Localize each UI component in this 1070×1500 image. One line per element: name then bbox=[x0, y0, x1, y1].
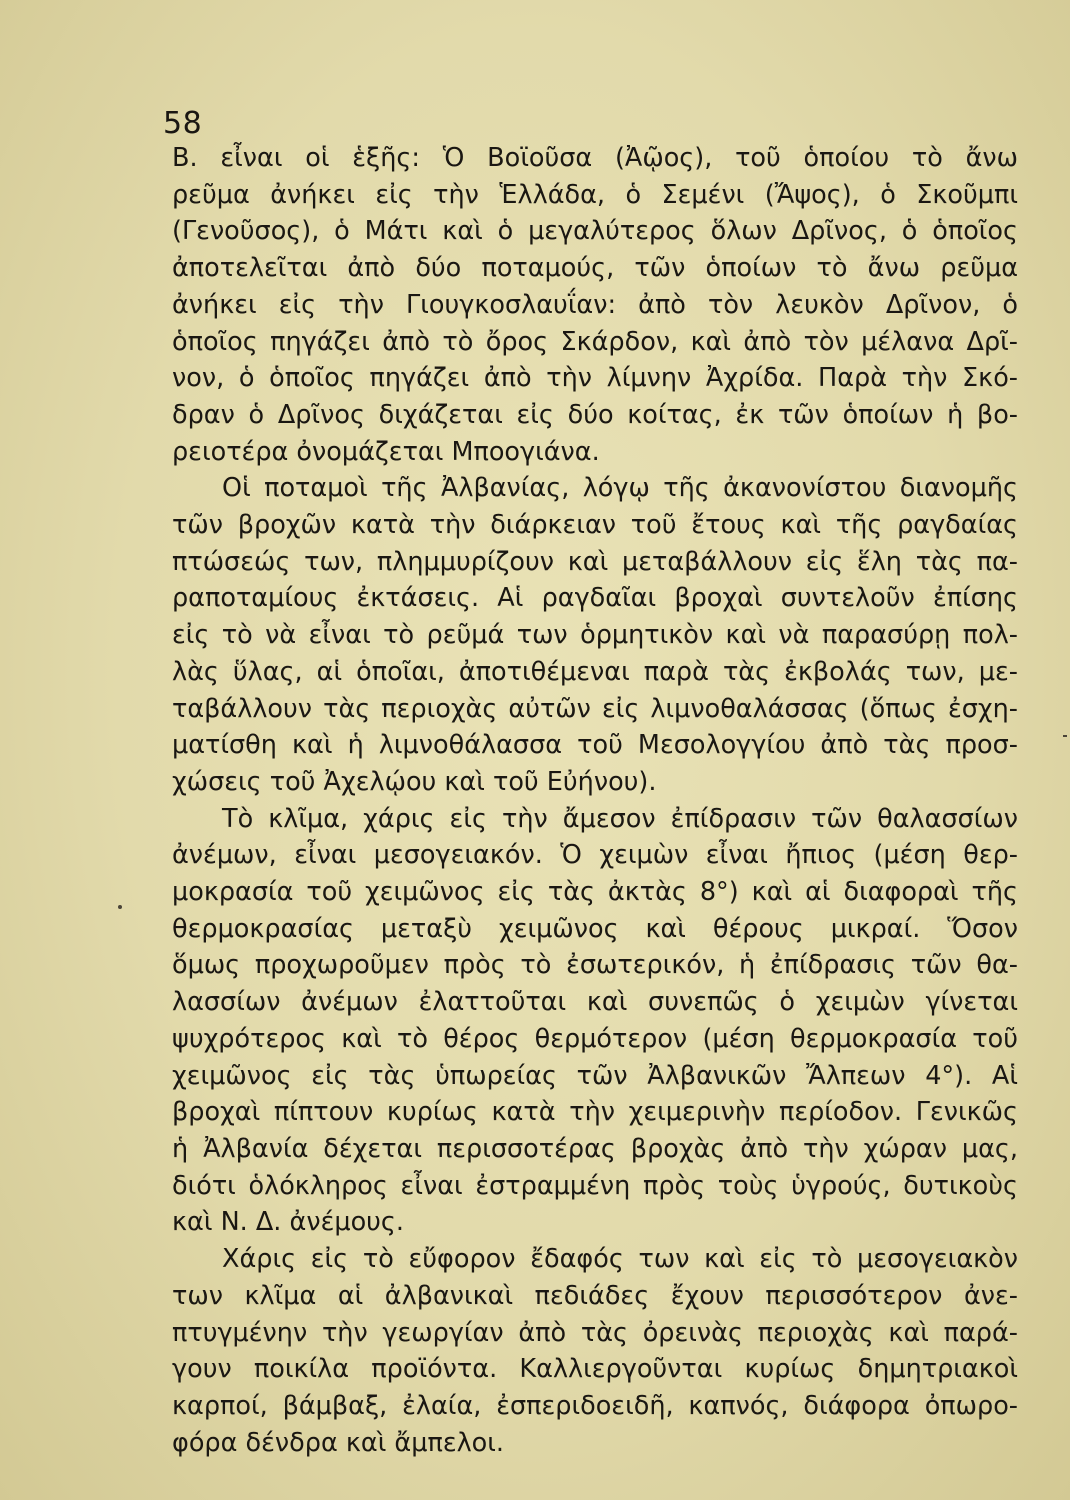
text-line: Χάρις εἰς τὸ εὔφορον ἔδαφός των καὶ εἰς τὸ μεσογειακὸν bbox=[222, 1244, 1018, 1275]
text-line: ἡ Ἀλβανία δέχεται περισσοτέρας βροχὰς ἀπὸ τὴν χώραν μας, bbox=[172, 1133, 1018, 1164]
paragraph-floods bbox=[172, 470, 1018, 800]
text-line: ἀνήκει εἰς τὴν Γιουγκοσλαυΐαν: ἀπὸ τὸν λευκὸν Δρῖνον, ὁ bbox=[172, 289, 1018, 320]
text-line: ἀνέμων, εἶναι μεσογειακόν. Ὁ χειμὼν εἶναι ἤπιος (μέση θερ- bbox=[172, 840, 1018, 871]
page-number: 58 bbox=[163, 106, 203, 141]
text-line: (Γενοῦσος), ὁ Μάτι καὶ ὁ μεγαλύτερος ὅλων Δρῖνος, ὁ ὁποῖος bbox=[172, 216, 1018, 247]
text-line: χώσεις τοῦ Ἀχελῴου καὶ τοῦ Εὐήνου). bbox=[172, 766, 657, 797]
paragraph-climate bbox=[172, 801, 1018, 1241]
text-line: καὶ Ν. Δ. ἀνέμους. bbox=[172, 1207, 405, 1238]
text-line: βροχαὶ πίπτουν κυρίως κατὰ τὴν χειμερινὴν περίοδον. Γενικῶς bbox=[172, 1097, 1018, 1128]
text-line: χειμῶνος εἰς τὰς ὑπωρείας τῶν Ἀλβανικῶν Ἄλπεων 4°). Αἱ bbox=[172, 1060, 1018, 1091]
text-line: Οἱ ποταμοὶ τῆς Ἀλβανίας, λόγῳ τῆς ἀκανονίστου διανομῆς bbox=[222, 473, 1018, 504]
paragraph-agriculture bbox=[172, 1241, 1018, 1461]
paragraph-rivers bbox=[172, 140, 1018, 470]
text-line: ρεῦμα ἀνήκει εἰς τὴν Ἑλλάδα, ὁ Σεμένι (Ἄψος), ὁ Σκοῦμπι bbox=[172, 179, 1018, 210]
text-line: μοκρασία τοῦ χειμῶνος εἰς τὰς ἀκτὰς 8°) καὶ αἱ διαφοραὶ τῆς bbox=[172, 877, 1018, 908]
text-line: πτυγμένην τὴν γεωργίαν ἀπὸ τὰς ὀρεινὰς περιοχὰς καὶ παρά- bbox=[172, 1317, 1018, 1348]
text-line: Β. εἶναι οἱ ἑξῆς: Ὁ Βοϊοῦσα (Ἀῷος), τοῦ ὁποίου τὸ ἄνω bbox=[172, 143, 1018, 173]
text-line: θερμοκρασίας μεταξὺ χειμῶνος καὶ θέρους μικραί. Ὅσον bbox=[172, 913, 1018, 944]
text-line: καρποί, βάμβαξ, ἐλαία, ἐσπεριδοειδῆ, καπνός, διάφορα ὀπωρο- bbox=[172, 1390, 1018, 1421]
text-line: λασσίων ἀνέμων ἐλαττοῦται καὶ συνεπῶς ὁ χειμὼν γίνεται bbox=[172, 987, 1018, 1018]
edge-tick-mark bbox=[1063, 735, 1067, 737]
text-line: ψυχρότερος καὶ τὸ θέρος θερμότερον (μέση θερμοκρασία τοῦ bbox=[172, 1023, 1018, 1054]
text-line: ματίσθη καὶ ἡ λιμνοθάλασσα τοῦ Μεσολογγίου ἀπὸ τὰς προσ- bbox=[172, 730, 1018, 761]
margin-dot-mark bbox=[118, 905, 122, 909]
text-line: διότι ὁλόκληρος εἶναι ἐστραμμένη πρὸς τοὺς ὑγρούς, δυτικοὺς bbox=[172, 1170, 1018, 1201]
text-line: ὁποῖος πηγάζει ἀπὸ τὸ ὄρος Σκάρδον, καὶ ἀπὸ τὸν μέλανα Δρῖ- bbox=[172, 326, 1018, 357]
text-line: ταβάλλουν τὰς περιοχὰς αὐτῶν εἰς λιμνοθαλάσσας (ὅπως ἐσχη- bbox=[172, 693, 1018, 724]
text-line: εἰς τὸ νὰ εἶναι τὸ ρεῦμά των ὁρμητικὸν καὶ νὰ παρασύρῃ πολ- bbox=[172, 620, 1018, 651]
text-line: γουν ποικίλα προϊόντα. Καλλιεργοῦνται κυρίως δημητριακοὶ bbox=[172, 1354, 1018, 1385]
body-text bbox=[172, 140, 1018, 1461]
text-line: ὅμως προχωροῦμεν πρὸς τὸ ἐσωτερικόν, ἡ ἐπίδρασις τῶν θα- bbox=[172, 950, 1018, 981]
text-line: φόρα δένδρα καὶ ἄμπελοι. bbox=[172, 1427, 505, 1458]
text-line: Τὸ κλῖμα, χάρις εἰς τὴν ἄμεσον ἐπίδρασιν τῶν θαλασσίων bbox=[222, 803, 1018, 834]
text-line: δραν ὁ Δρῖνος διχάζεται εἰς δύο κοίτας, ἐκ τῶν ὁποίων ἡ βο- bbox=[172, 399, 1018, 430]
text-line: ἀποτελεῖται ἀπὸ δύο ποταμούς, τῶν ὁποίων τὸ ἄνω ρεῦμα bbox=[172, 253, 1018, 284]
text-line: ρειοτέρα ὀνομάζεται Μποογιάνα. bbox=[172, 436, 600, 467]
text-line: τῶν βροχῶν κατὰ τὴν διάρκειαν τοῦ ἔτους καὶ τῆς ραγδαίας bbox=[172, 510, 1018, 541]
text-line: των κλῖμα αἱ ἀλβανικαὶ πεδιάδες ἔχουν περισσότερον ἀνε- bbox=[172, 1280, 1018, 1311]
text-line: λὰς ὕλας, αἱ ὁποῖαι, ἀποτιθέμεναι παρὰ τὰς ἐκβολάς των, με- bbox=[172, 656, 1018, 687]
text-line: πτώσεώς των, πλημμυρίζουν καὶ μεταβάλλουν εἰς ἕλη τὰς πα- bbox=[172, 546, 1018, 577]
text-line: ραποταμίους ἐκτάσεις. Αἱ ραγδαῖαι βροχαὶ συντελοῦν ἐπίσης bbox=[172, 583, 1018, 614]
text-line: νον, ὁ ὁποῖος πηγάζει ἀπὸ τὴν λίμνην Ἀχρίδα. Παρὰ τὴν Σκό- bbox=[172, 363, 1018, 394]
